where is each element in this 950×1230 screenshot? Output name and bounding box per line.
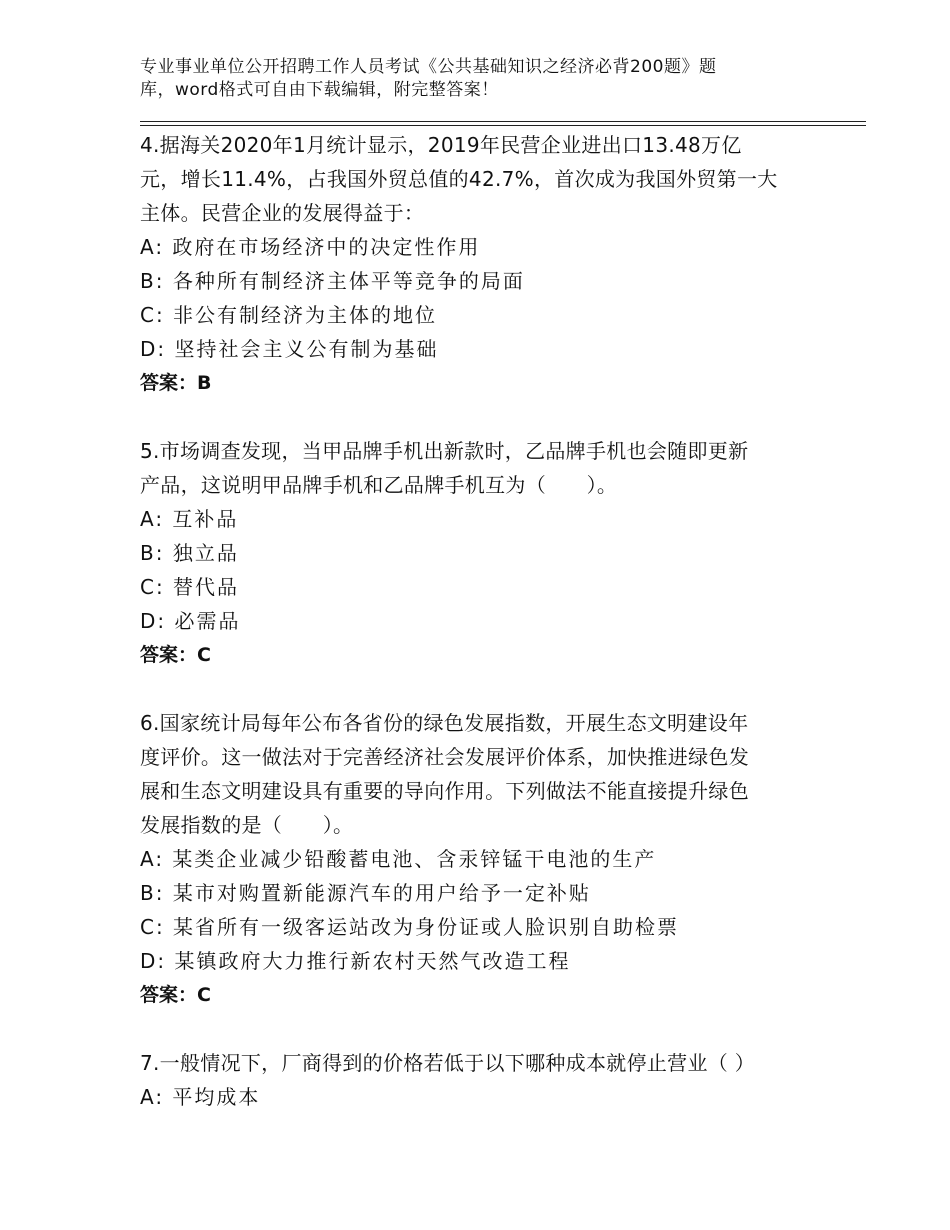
option-b: B: 独立品 (140, 541, 239, 565)
option-b: B: 某市对购置新能源汽车的用户给予一定补贴 (140, 881, 591, 905)
option-c: C: 某省所有一级客运站改为身份证或人脸识别自助检票 (140, 915, 680, 939)
question-text-line: 6.国家统计局每年公布各省份的绿色发展指数，开展生态文明建设年 (140, 711, 749, 735)
question-text-line: 7.一般情况下，厂商得到的价格若低于以下哪种成本就停止营业（ ） (140, 1051, 756, 1075)
question-text-line: 主体。民营企业的发展得益于： (140, 201, 425, 225)
option-a: A: 平均成本 (140, 1085, 261, 1109)
question-text-line: 度评价。这一做法对于完善经济社会发展评价体系，加快推进绿色发 (140, 745, 749, 769)
question-text-line: 元，增长11.4%，占我国外贸总值的42.7%，首次成为我国外贸第一大 (140, 167, 778, 191)
question-text-line: 产品，这说明甲品牌手机和乙品牌手机互为（ ）。 (140, 473, 618, 497)
document-header (140, 56, 780, 102)
question-text-line: 展和生态文明建设具有重要的导向作用。下列做法不能直接提升绿色 (140, 779, 749, 803)
question-text-line: 5.市场调查发现，当甲品牌手机出新款时，乙品牌手机也会随即更新 (140, 439, 749, 463)
option-a: A: 政府在市场经济中的决定性作用 (140, 235, 481, 259)
option-a: A: 互补品 (140, 507, 239, 531)
question-text-line: 发展指数的是（ ）。 (140, 813, 354, 837)
question-5 (140, 434, 820, 672)
question-7 (140, 1046, 820, 1114)
header-divider-thin (140, 121, 866, 122)
answer-label: 答案：C (140, 644, 211, 666)
header-title-line-1: 专业事业单位公开招聘工作人员考试《公共基础知识之经济必背200题》题 (140, 57, 717, 77)
header-divider-thick (140, 125, 866, 126)
option-b: B: 各种所有制经济主体平等竞争的局面 (140, 269, 525, 293)
header-title-line-2: 库，word格式可自由下载编辑，附完整答案！ (140, 80, 499, 100)
option-d: D: 必需品 (140, 609, 241, 633)
option-d: D: 坚持社会主义公有制为基础 (140, 337, 439, 361)
option-c: C: 非公有制经济为主体的地位 (140, 303, 438, 327)
question-6 (140, 706, 820, 1012)
option-a: A: 某类企业减少铅酸蓄电池、含汞锌锰干电池的生产 (140, 847, 657, 871)
option-d: D: 某镇政府大力推行新农村天然气改造工程 (140, 949, 571, 973)
question-text-line: 4.据海关2020年1月统计显示，2019年民营企业进出口13.48万亿 (140, 133, 742, 157)
answer-label: 答案：B (140, 372, 212, 394)
question-4 (140, 128, 820, 400)
answer-label: 答案：C (140, 984, 211, 1006)
option-c: C: 替代品 (140, 575, 240, 599)
